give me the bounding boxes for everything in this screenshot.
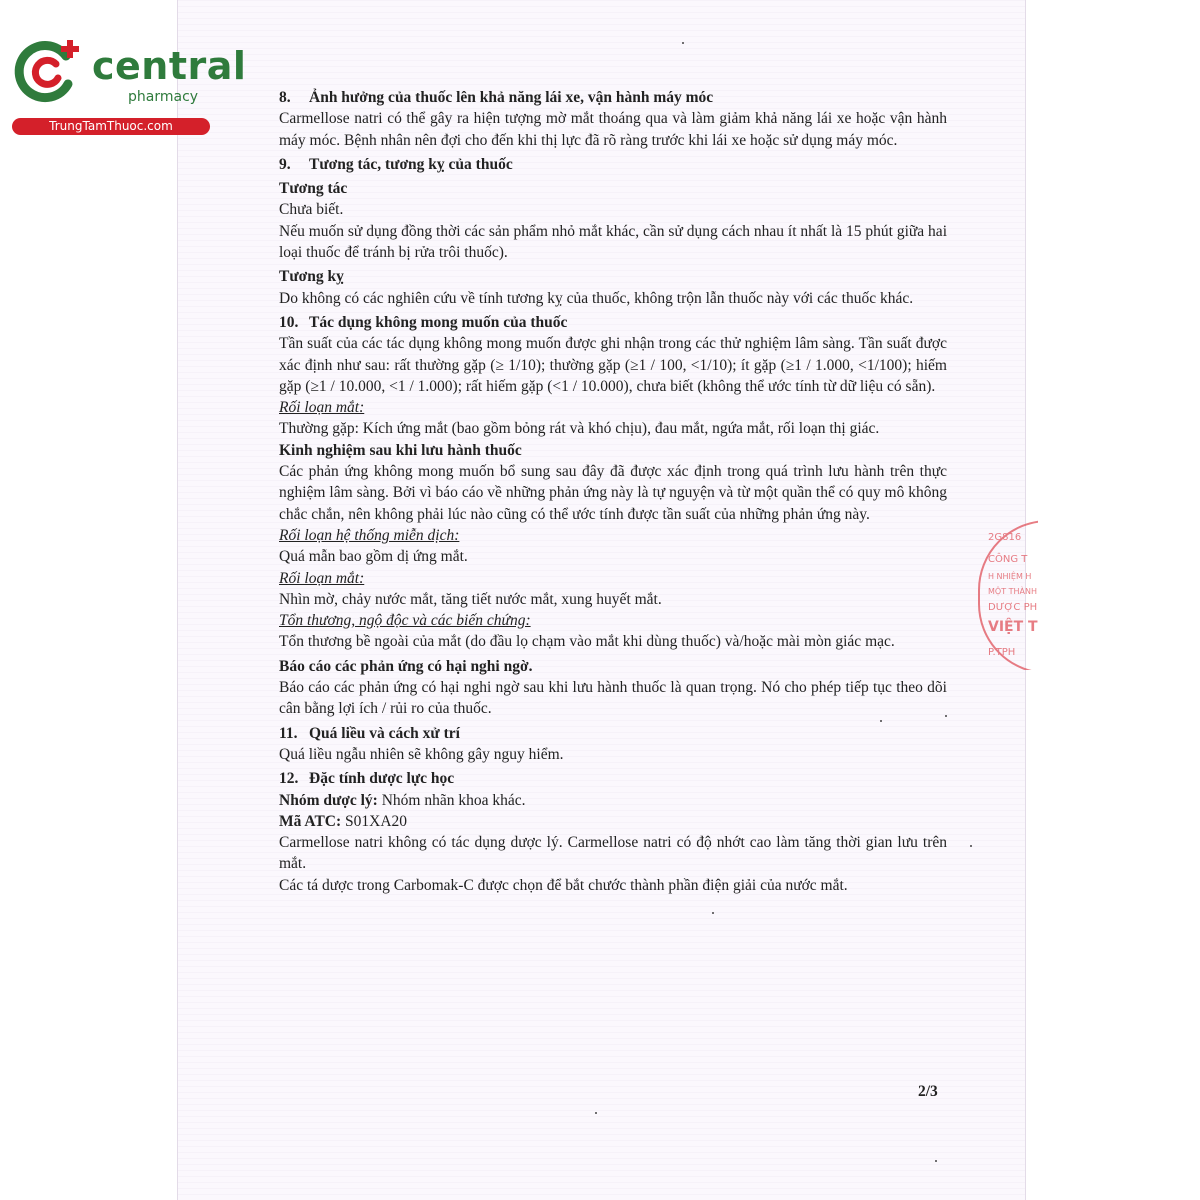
italic-subheading: Tổn thương, ngộ độc và các biến chứng: <box>279 612 531 630</box>
scan-speck <box>935 1160 937 1162</box>
section-number: 8. <box>279 89 291 106</box>
subheading: Báo cáo các phản ứng có hại nghi ngờ. <box>279 657 533 675</box>
paragraph: Tổn thương bề ngoài của mắt (do đầu lọ chạm vào mắt khi dùng thuốc) và/hoặc mài mòn giác mạc. <box>279 633 895 651</box>
paragraph: Thường gặp: Kích ứng mắt (bao gồm bỏng rát và khó chịu), đau mắt, ngứa mắt, rối loạn thị giác. <box>279 420 880 438</box>
scan-speck <box>682 42 684 44</box>
stamp-line: 2G816 <box>988 532 1022 543</box>
field-label: Mã ATC: <box>279 812 342 830</box>
paragraph: Quá mẫn bao gồm dị ứng mắt. <box>279 548 468 566</box>
section-12-heading <box>279 768 947 789</box>
pharmacologic-group <box>279 790 947 811</box>
stamp-line: H NHIỆM H <box>988 572 1032 581</box>
section-number: 11. <box>279 724 298 742</box>
section-title: Đặc tính dược lực học <box>309 770 455 788</box>
page-number: 2/3 <box>918 1083 938 1100</box>
logo-name: central <box>92 44 247 88</box>
section-number: 10. <box>279 313 299 331</box>
paragraph: Báo cáo các phản ứng có hại nghi ngờ sau khi lưu hành thuốc là quan trọng. Nó cho phép tiếp tục theo dõi cân bằng lợi ích / rủi ro của thuốc. <box>279 679 947 718</box>
paragraph: Carmellose natri không có tác dụng dược lý. Carmellose natri có độ nhớt cao làm tăng thời gian lưu trên mắt. <box>279 834 947 873</box>
paragraph: Các phản ứng không mong muốn bổ sung sau đây đã được xác định trong quá trình lưu hành trên thực nghiệm lâm sàng. Bởi vì báo cáo về những phản ứng này là tự nguyện và từ một quần thể có quy mô không chắc chắn, nên không phải lúc nào cũng có thể ước tính được tần suất của những phản ứng này. <box>279 463 947 523</box>
italic-subheading: Rối loạn mắt: <box>279 569 365 587</box>
central-pharmacy-logo-icon <box>12 38 80 106</box>
section-title: Ảnh hưởng của thuốc lên khả năng lái xe, vận hành máy móc <box>309 89 714 106</box>
italic-subheading: Rối loạn hệ thống miễn dịch: <box>279 526 460 544</box>
stamp-line: P.TPH <box>988 647 1016 658</box>
scan-speck <box>970 845 972 847</box>
section-11-heading <box>279 723 947 744</box>
section-8-heading <box>279 87 947 108</box>
subheading: Tương tác <box>279 180 348 198</box>
field-value: S01XA20 <box>341 812 408 830</box>
company-stamp <box>978 520 1038 670</box>
stamp-line: CÔNG T <box>988 554 1028 565</box>
paragraph: Nếu muốn sử dụng đồng thời các sản phẩm nhỏ mắt khác, cần sử dụng cách nhau ít nhất là 15 phút giữa hai loại thuốc để tránh bị rửa trôi thuốc). <box>279 222 947 262</box>
scan-speck <box>945 715 947 717</box>
stamp-line: DƯỢC PH <box>988 602 1038 613</box>
document-body <box>279 84 947 896</box>
field-value: Nhóm nhãn khoa khác. <box>377 791 526 809</box>
paragraph: Tần suất của các tác dụng không mong muốn được ghi nhận trong các thử nghiệm lâm sàng. Tần suất được xác định như sau: rất thường gặp (≥ 1/10); thường gặp (≥1 / 100, <1/10); ít gặp (≥1 / 1.000, <1/100); hiếm gặp (≥1 / 10.000, <1 / 1.000); rất hiếm gặp (<1 / 10.000), chưa biết (không thể ước tính từ dữ liệu có sẵn). <box>279 335 947 395</box>
stamp-line: VIỆT T <box>988 619 1038 635</box>
paragraph: Do không có các nghiên cứu về tính tương kỵ của thuốc, không trộn lẫn thuốc này với các thuốc khác. <box>279 289 914 307</box>
brand-logo <box>12 38 247 138</box>
scan-speck <box>712 912 714 914</box>
paragraph: Quá liều ngẫu nhiên sẽ không gây nguy hiểm. <box>279 745 564 763</box>
stamp-seal <box>978 520 1038 670</box>
section-number: 9. <box>279 155 291 173</box>
section-number: 12. <box>279 770 299 788</box>
italic-subheading: Rối loạn mắt: <box>279 399 365 417</box>
section-title: Tương tác, tương kỵ của thuốc <box>309 155 513 173</box>
section-title: Quá liều và cách xử trí <box>309 724 460 742</box>
section-9-heading <box>279 154 947 175</box>
stamp-line: MỘT THÀNH <box>988 587 1038 596</box>
logo-url-banner: TrungTamThuoc.com <box>12 118 210 135</box>
subheading: Tương kỵ <box>279 268 344 286</box>
scan-speck <box>880 720 882 722</box>
atc-code <box>279 811 947 832</box>
paragraph: Chưa biết. <box>279 201 344 219</box>
field-label: Nhóm dược lý: <box>279 791 378 809</box>
section-10-heading <box>279 312 947 333</box>
section-title: Tác dụng không mong muốn của thuốc <box>309 313 568 331</box>
paragraph: Nhìn mờ, chảy nước mắt, tăng tiết nước mắt, xung huyết mắt. <box>279 590 662 608</box>
paragraph: Các tá dược trong Carbomak-C được chọn để bắt chước thành phần điện giải của nước mắt. <box>279 876 848 894</box>
logo-subtitle: pharmacy <box>128 89 199 105</box>
paragraph: Carmellose natri có thể gây ra hiện tượng mờ mắt thoáng qua và làm giảm khả năng lái xe hoặc vận hành máy móc. Bệnh nhân nên đợi cho đến khi thị lực đã rõ ràng trước khi lái xe hoặc sử dụng máy móc. <box>279 110 947 149</box>
subheading: Kinh nghiệm sau khi lưu hành thuốc <box>279 441 522 459</box>
scan-speck <box>595 1112 597 1114</box>
